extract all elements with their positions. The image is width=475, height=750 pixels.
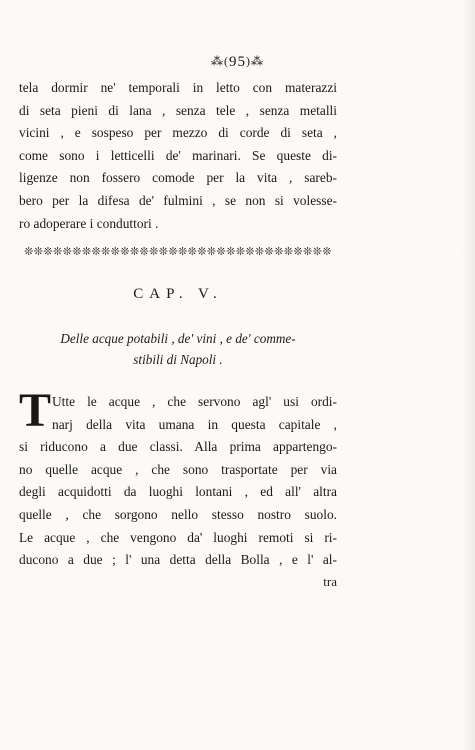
subtitle-line: stibili di Napoli . [133,352,223,367]
page-edge-shadow [461,0,475,750]
text-line: quelle , che sorgono nello stesso nostro suolo. [19,506,337,522]
text-line: ligenze non fossero comode per la vita , sareb- [19,170,337,186]
chapter-body-paragraph [19,384,337,572]
chapter-heading: CAP. V. [133,286,223,302]
subtitle-line: Delle acque potabili , de' vini , e de' comme- [60,331,296,346]
drop-cap: T [19,384,52,437]
text-line: Utte le acque , che servono agl' usi ordi- [52,394,337,409]
text-line: narj della vita umana in questa capitale , [52,416,337,432]
text-line: di seta pieni di lana , senza tele , senza metalli [19,102,337,118]
text-line: Le acque , che vengono da' luoghi remoti si ri- [19,529,337,545]
text-line: vicini , e sospeso per mezzo di corde di seta , [19,125,337,141]
catchword: tra [323,574,337,589]
text-line: come sono i letticelli de' marinari. Se queste di- [19,147,337,163]
ornamental-divider: ❊❊❊❊❊❊❊❊❊❊❊❊❊❊❊❊❊❊❊❊❊❊❊❊❊❊❊❊❊❊❊❊ [24,246,332,258]
page-header [0,54,475,71]
header-ornament-right: )⁂ [246,54,264,68]
text-line: ro adoperare i conduttori . [19,215,159,231]
text-line: no quelle acque , che sono trasportate per via [19,461,337,477]
text-line: si riducono a due classi. Alla prima appartengo- [19,439,337,455]
page-number: 95 [229,54,246,70]
text-line: bero per la difesa de' fulmini , se non si volesse- [19,192,337,208]
text-line: ducono a due ; l' una detta della Bolla , e l' al- [19,552,337,568]
header-ornament-left: ⁂( [211,54,229,68]
text-line: tela dormir ne' temporali in letto con materazzi [19,80,337,95]
chapter-subtitle [0,328,356,370]
paragraph-continued [19,77,337,235]
text-line: degli acquidotti da luoghi lontani , ed all' altra [19,484,337,500]
